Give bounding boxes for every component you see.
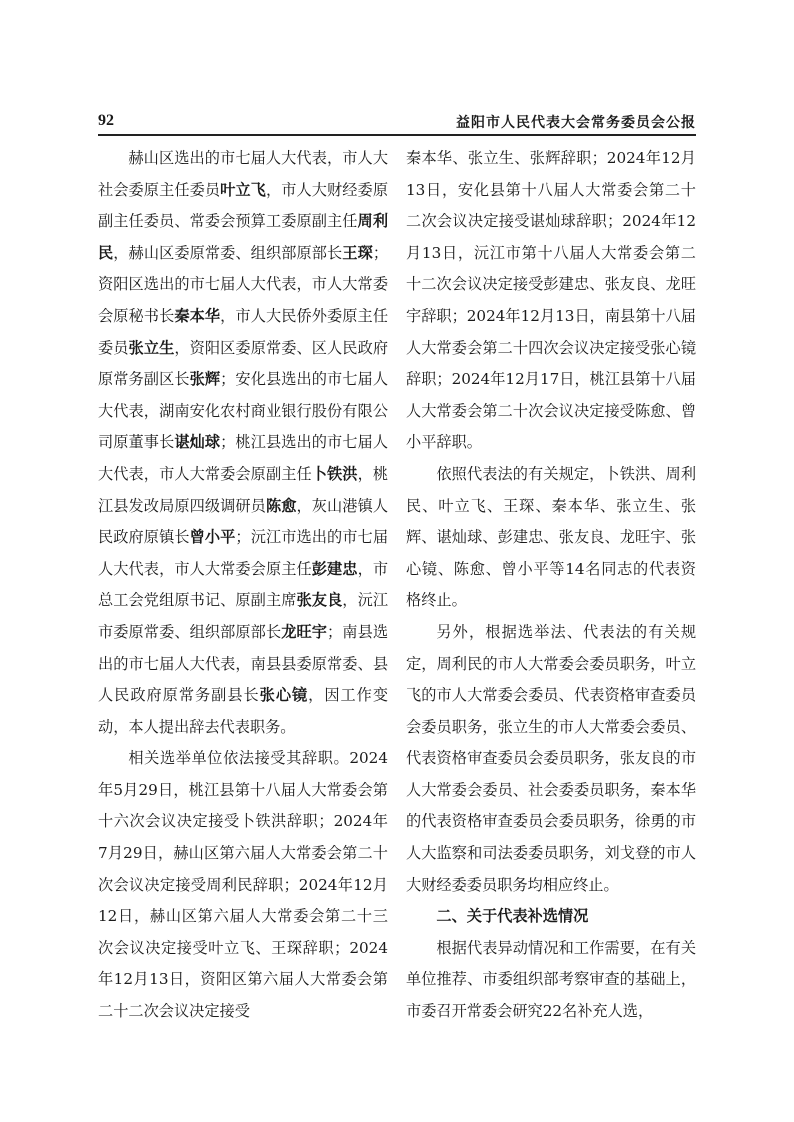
delegate-name: 张辉: [189, 370, 221, 389]
text-run: ，桃江县发改局原四级调研员: [98, 464, 389, 515]
delegate-name: 彭建忠: [311, 559, 358, 578]
paragraph-by-election: 根据代表异动情况和工作需要，在有关单位推荐、市委组织部考察审查的基础上，市委召开常委会研究22名补充人选，: [406, 938, 696, 1021]
paragraph-positions-terminated: 另外，根据选举法、代表法的有关规定，周利民的市人大常委会委员职务，叶立飞的市人大常委会委员、代表资格审查委员会委员职务，张立生的市人大常委会委员、代表资格审查委员会委员职务，张友良的市人大常委会委员、社会委委员职务，秦本华的代表资格审查委员会委员职务，徐勇的市人大监察和司法委委员职务，刘戈登的市人大财经委委员职务均相应终止。: [406, 622, 696, 894]
text-run: 赫山区选出的市七届人大代表，市人大社会委原主任委员: [98, 149, 388, 199]
text-run: ，市人大民侨外委原主任委员: [98, 306, 389, 357]
delegate-name: 陈愈: [265, 496, 297, 515]
paragraph-acceptance-continued: 秦本华、张立生、张辉辞职；2024年12月13日，安化县第十八届人大常委会第二十二次会议决定接受谌灿球辞职；2024年12月13日，沅江市第十八届人大常委会第二十二次会议决定接受彭建忠、张友良、龙旺宇辞职；2024年12月13日，南县第十八届人大常委会第二十四次会议决定接受张心镜辞职；2024年12月17日，桃江县第十八届人大常委会第二十次会议决定接受陈愈、曾小平辞职。: [406, 149, 696, 452]
page-number: 92: [98, 112, 114, 129]
delegate-name: 王琛: [342, 243, 373, 262]
journal-title: 益阳市人民代表大会常务委员会公报: [456, 115, 696, 131]
text-run: ，灰山港镇人民政府原镇长: [98, 496, 389, 547]
text-run: ；桃江县选出的市七届人大代表，市人大常委会原副主任: [98, 433, 389, 483]
text-run: ，赫山区委原常委、组织部原部长: [113, 243, 343, 262]
delegate-name: 秦本华: [174, 306, 221, 325]
text-run: ，因工作变动，本人提出辞去代表职务。: [98, 686, 389, 736]
text-run: ，资阳区委原常委、区人民政府原常务副区长: [98, 338, 389, 389]
left-column: [98, 143, 388, 1028]
delegate-name: 谌灿球: [174, 433, 221, 452]
right-column: [406, 143, 696, 1028]
delegate-name: 周利民: [98, 212, 389, 262]
text-run: ，沅江市委原常委、组织部原部长: [98, 591, 389, 641]
paragraph-resignation-list: [98, 143, 388, 743]
header-rule: [98, 134, 696, 136]
delegate-name: 张心镜: [259, 686, 309, 705]
paragraph-qualification-terminated: 依照代表法的有关规定，卜铁洪、周利民、叶立飞、王琛、秦本华、张立生、张辉、谌灿球、彭建忠、张友良、龙旺宇、张心镜、陈愈、曾小平等14名同志的代表资格终止。: [406, 464, 696, 610]
text-run: ；沅江市选出的市七届人大代表，市人大常委会原主任: [98, 528, 389, 578]
text-run: ，市人大财经委原副主任委员、常委会预算工委原副主任: [98, 180, 389, 231]
delegate-name: 叶立飞: [220, 180, 266, 199]
text-run: ，市总工会党组原书记、原副主席: [98, 559, 389, 610]
section-heading: 二、关于代表补选情况: [436, 907, 589, 926]
delegate-name: 张立生: [128, 338, 175, 357]
delegate-name: 卜铁洪: [311, 464, 358, 483]
text-run: ；安化县选出的市七届人大代表，湖南安化农村商业银行股份有限公司原董事长: [98, 370, 389, 452]
delegate-name: 张友良: [296, 591, 343, 610]
delegate-name: 曾小平: [189, 528, 236, 547]
text-run: ；资阳区选出的市七届人大代表，市人大常委会原秘书长: [98, 243, 389, 325]
paragraph-acceptance: 相关选举单位依法接受其辞职。2024年5月29日，桃江县第十八届人大常委会第十六次会议决定接受卜铁洪辞职；2024年7月29日，赫山区第六届人大常委会第二十次会议决定接受周利民辞职；2024年12月12日，赫山区第六届人大常委会第二十三次会议决定接受叶立飞、王琛辞职；2024年12月13日，资阳区第六届人大常委会第二十二次会议决定接受: [98, 749, 388, 1021]
text-run: ；南县选出的市七届人大代表，南县县委原常委、县人民政府原常务副县长: [98, 622, 389, 705]
page-header: [98, 112, 696, 134]
delegate-name: 龙旺宇: [281, 622, 328, 641]
